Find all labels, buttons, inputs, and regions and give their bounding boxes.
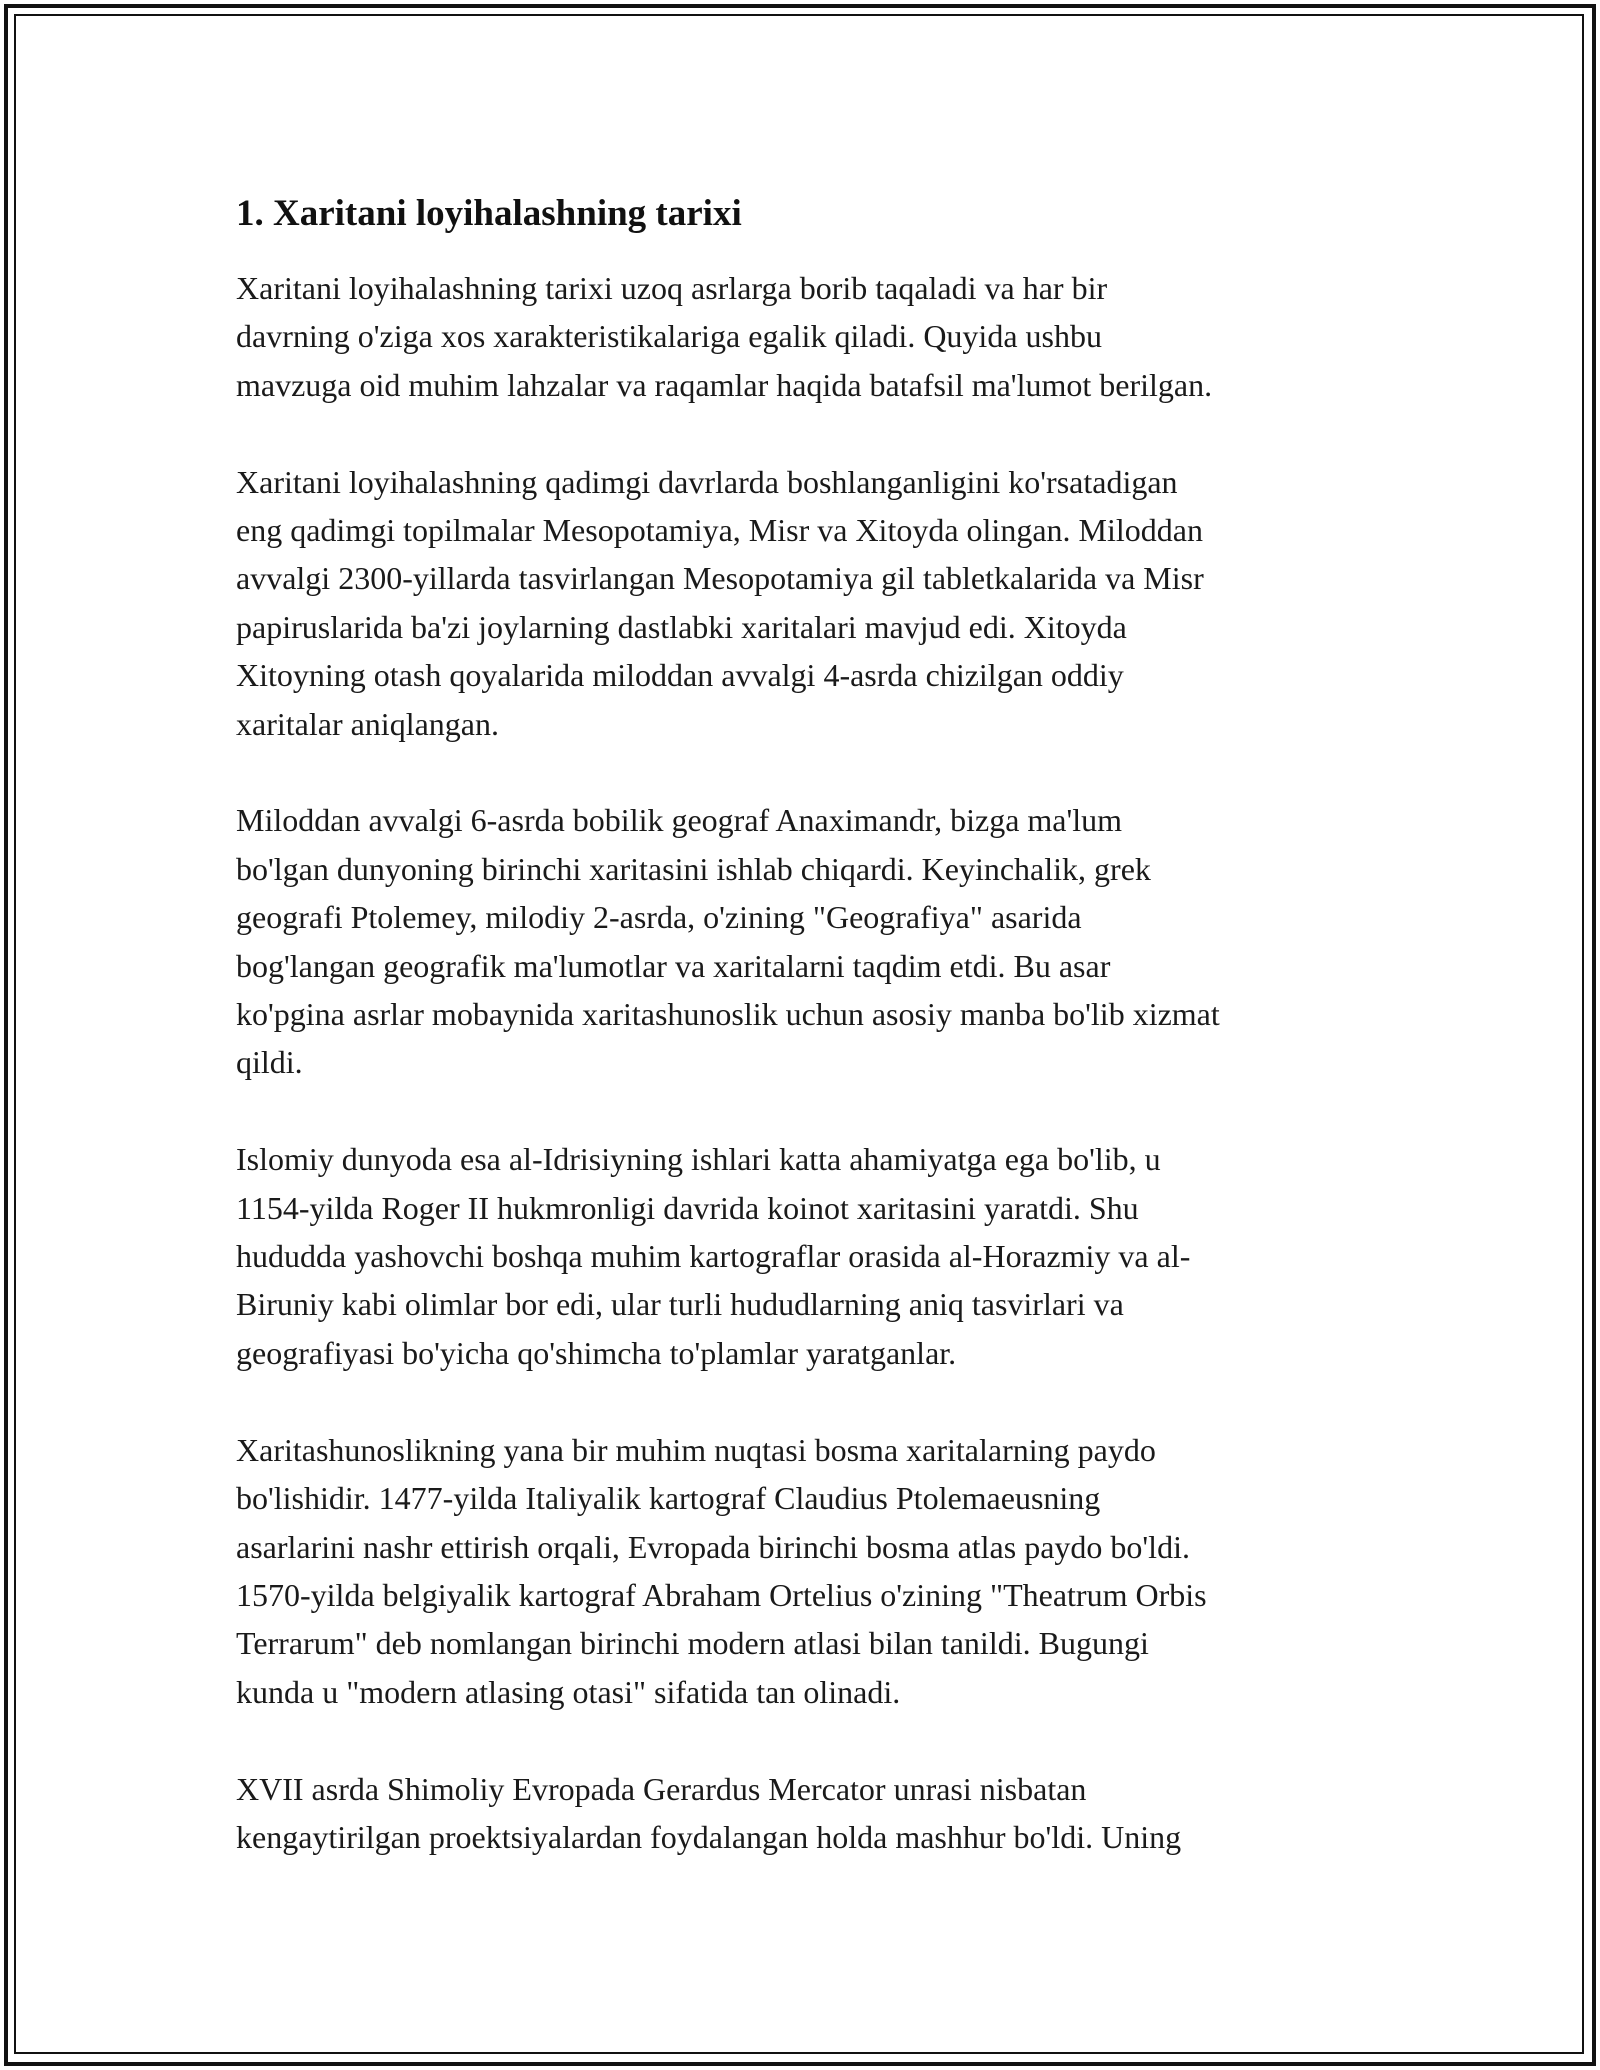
text-line: papiruslarida ba'zi joylarning dastlabki xaritalari mavjud edi. Xitoyda — [236, 608, 1127, 645]
text-line: geografi Ptolemey, milodiy 2-asrda, o'zining "Geografiya" asarida — [236, 899, 1082, 936]
paragraph-intro — [236, 264, 1376, 409]
text-line: Terrarum" deb nomlangan birinchi modern atlasi bilan tanildi. Bugungi — [236, 1625, 1149, 1662]
text-line: qildi. — [236, 1044, 303, 1081]
text-line: davrning o'ziga xos xarakteristikalariga egalik qiladi. Quyida ushbu — [236, 318, 1102, 355]
text-line: 1154-yilda Roger II hukmronligi davrida koinot xaritasini yaratdi. Shu — [236, 1189, 1139, 1226]
paragraph-printed-maps — [236, 1426, 1376, 1716]
paragraph-islamic-world — [236, 1135, 1376, 1377]
text-line: Xaritashunoslikning yana bir muhim nuqtasi bosma xaritalarning paydo — [236, 1431, 1156, 1468]
text-line: hududda yashovchi boshqa muhim kartograflar orasida al-Horazmiy va al- — [236, 1238, 1191, 1275]
text-line: 1570-yilda belgiyalik kartograf Abraham Ortelius o'zining "Theatrum Orbis — [236, 1576, 1207, 1613]
text-line: kunda u "modern atlasing otasi" sifatida tan olinadi. — [236, 1673, 901, 1710]
text-line: XVII asrda Shimoliy Evropada Gerardus Mercator unrasi nisbatan — [236, 1770, 1087, 1807]
document-body — [236, 190, 1376, 1910]
text-line: Xaritani loyihalashning tarixi uzoq asrlarga borib taqaladi va har bir — [236, 270, 1108, 306]
paragraph-ancient-maps — [236, 458, 1376, 748]
text-line: mavzuga oid muhim lahzalar va raqamlar haqida batafsil ma'lumot berilgan. — [236, 366, 1213, 403]
section-heading: 1. Xaritani loyihalashning tarixi — [236, 193, 742, 234]
text-line: Miloddan avvalgi 6-asrda bobilik geograf Anaximandr, bizga ma'lum — [236, 802, 1123, 839]
text-line: bo'lgan dunyoning birinchi xaritasini ishlab chiqardi. Keyinchalik, grek — [236, 850, 1151, 887]
text-line: avvalgi 2300-yillarda tasvirlangan Mesopotamiya gil tabletkalarida va Misr — [236, 560, 1204, 597]
text-line: eng qadimgi topilmalar Mesopotamiya, Misr va Xitoyda olingan. Miloddan — [236, 512, 1203, 549]
text-line: Xitoyning otash qoyalarida miloddan avvalgi 4-asrda chizilgan oddiy — [236, 657, 1124, 694]
text-line: geografiyasi bo'yicha qo'shimcha to'plamlar yaratganlar. — [236, 1334, 957, 1371]
text-line: xaritalar aniqlangan. — [236, 705, 499, 742]
text-line: asarlarini nashr ettirish orqali, Evropada birinchi bosma atlas paydo bo'ldi. — [236, 1528, 1190, 1565]
text-line: bog'langan geografik ma'lumotlar va xaritalarni taqdim etdi. Bu asar — [236, 947, 1111, 984]
text-line: Biruniy kabi olimlar bor edi, ular turli hududlarning aniq tasvirlari va — [236, 1286, 1124, 1323]
text-line: ko'pgina asrlar mobaynida xaritashunoslik uchun asosiy manba bo'lib xizmat — [236, 996, 1220, 1033]
text-line: bo'lishidir. 1477-yilda Italiyalik kartograf Claudius Ptolemaeusning — [236, 1480, 1101, 1517]
paragraph-anaximander-ptolemy — [236, 796, 1376, 1086]
text-line: Xaritani loyihalashning qadimgi davrlarda boshlanganligini ko'rsatadigan — [236, 463, 1178, 500]
text-line: Islomiy dunyoda esa al-Idrisiyning ishlari katta ahamiyatga ega bo'lib, u — [236, 1141, 1161, 1178]
text-line: kengaytirilgan proektsiyalardan foydalangan holda mashhur bo'ldi. Uning — [236, 1818, 1182, 1855]
paragraph-mercator — [236, 1765, 1376, 1862]
